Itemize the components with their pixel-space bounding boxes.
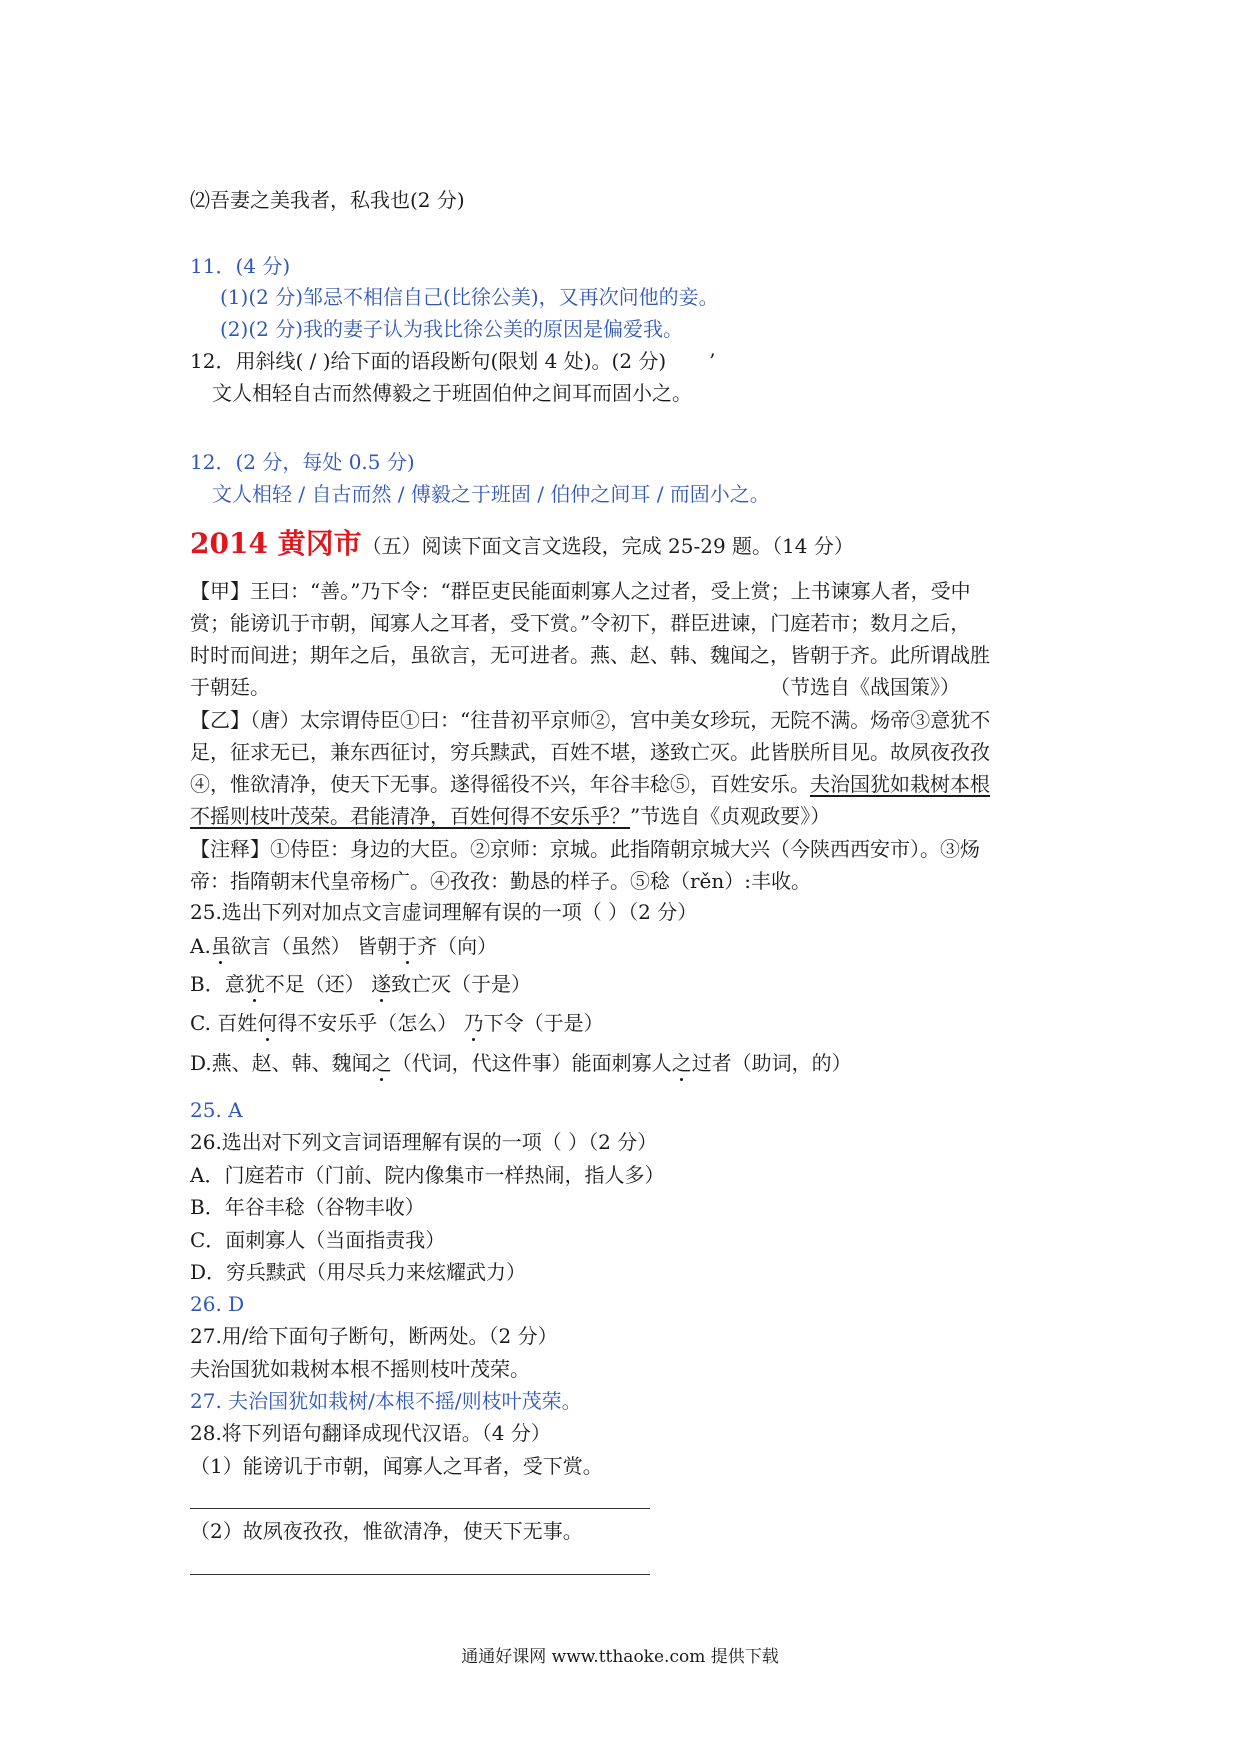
underlined-sentence-part-2: 不摇则枝叶茂荣。君能清净，百姓何得不安乐乎？ (190, 804, 630, 828)
question-25-option-d (190, 1049, 852, 1077)
passage-jia-line-3: 时时而间进；期年之后，虽欲言，无可进者。燕、赵、韩、魏闻之，皆朝于齐。此所谓战胜 (190, 643, 990, 667)
passage-yi-line-3-text: ④，惟欲清净，使天下无事。遂得徭役不兴，年谷丰稔⑤，百姓安乐。 (190, 772, 810, 796)
option-text: 致亡灭（于是） (391, 972, 532, 996)
passage-yi-line-1: 【乙】（唐）太宗谓侍臣①曰：“往昔初平京师②，宫中美女珍玩，无院不满。炀帝③意犹不 (190, 708, 991, 732)
answer-27: 27. 夫治国犹如栽树/本根不摇/则枝叶茂荣。 (190, 1389, 582, 1413)
question-25-option-c (190, 1009, 604, 1037)
section-intro: （五）阅读下面文言文选段，完成 25-29 题。（14 分） (361, 534, 854, 558)
question-25-option-a (190, 932, 497, 960)
question-28-sentence-2: （2）故夙夜孜孜，惟欲清净，使天下无事。 (190, 1519, 583, 1543)
option-text: 不足（还） (264, 972, 372, 996)
passage-jia-source: （节选自《战国策》） (770, 675, 960, 699)
option-text: A. (190, 934, 211, 958)
answer-12-text: 文人相轻 / 自古而然 / 傅毅之于班固 / 伯仲之间耳 / 而固小之。 (212, 482, 770, 506)
question-26-option-d: D．穷兵黩武（用尽兵力来炫耀武力） (190, 1260, 527, 1284)
q10-item-2: ⑵吾妻之美我者，私我也(2 分) (190, 188, 465, 212)
passage-yi-line-3 (190, 770, 990, 798)
question-27-stem: 27.用/给下面句子断句，断两处。（2 分） (190, 1324, 558, 1348)
option-text: 齐（向） (417, 934, 498, 958)
option-text: B．意 (190, 972, 245, 996)
question-12-stem (190, 347, 715, 375)
dotted-char: 于 (397, 934, 418, 958)
option-text: （代词，代这件事）能面刺寡人 (391, 1051, 672, 1075)
option-text: 欲言（虽然） 皆朝 (230, 934, 398, 958)
page-footer: 通通好课网 www.tthaoke.com 提供下载 (461, 1647, 779, 1667)
option-text: C. 百姓 (190, 1011, 258, 1035)
question-12-text: 文人相轻自古而然傅毅之于班固伯仲之间耳而固小之。 (212, 381, 692, 405)
dotted-char: 乃 (463, 1011, 484, 1035)
passage-jia-line-4: 于朝廷。 (190, 675, 270, 699)
option-text: 下令（于是） (483, 1011, 604, 1035)
passage-jia-line-2: 赏；能谤讥于市朝，闻寡人之耳者，受下赏。”令初下，群臣进谏，门庭若市；数月之后， (190, 611, 971, 635)
answer-blank-line-2 (190, 1574, 650, 1575)
answer-26: 26. D (190, 1292, 245, 1316)
dotted-char: 之 (371, 1051, 392, 1075)
question-26-stem: 26.选出对下列文言词语理解有误的一项（ ）（2 分） (190, 1130, 658, 1154)
dotted-char: 犹 (244, 972, 265, 996)
notes-line-1: 【注释】①侍臣：身边的大臣。②京师：京城。此指隋朝京城大兴（今陕西西安市）。③炀 (190, 837, 980, 861)
question-25-stem: 25.选出下列对加点文言虚词理解有误的一项（ ）（2 分） (190, 900, 698, 924)
question-12-stem-text: 12．用斜线( / )给下面的语段断句(限划 4 处)。(2 分) (190, 349, 667, 373)
answer-blank-line-1 (190, 1508, 650, 1509)
section-title: 2014 黄冈市 (190, 527, 362, 560)
answer-25: 25. A (190, 1098, 243, 1122)
answer-11-2: (2)(2 分)我的妻子认为我比徐公美的原因是偏爱我。 (220, 317, 684, 341)
passage-jia-line-1: 【甲】王曰：“善。”乃下令：“群臣吏民能面刺寡人之过者，受上赏；上书谏寡人者，受中 (190, 579, 971, 603)
question-26-option-c: C．面刺寡人（当面指责我） (190, 1228, 446, 1252)
answer-11-head: 11．(4 分) (190, 254, 291, 278)
dotted-char: 何 (257, 1011, 278, 1035)
option-text: 得不安乐乎（怎么） (277, 1011, 464, 1035)
question-26-option-b: B．年谷丰稔（谷物丰收） (190, 1195, 425, 1219)
section-heading (190, 526, 854, 564)
option-text: 过者（助词，的） (691, 1051, 852, 1075)
option-text: D.燕、赵、韩、魏闻 (190, 1051, 372, 1075)
question-27-text: 夫治国犹如栽树本根不摇则枝叶茂荣。 (190, 1357, 530, 1381)
question-28-stem: 28.将下列语句翻译成现代汉语。（4 分） (190, 1421, 551, 1445)
dotted-char: 遂 (371, 972, 392, 996)
notes-line-2: 帝：指隋朝末代皇帝杨广。④孜孜：勤恳的样子。⑤稔（rěn）:丰收。 (190, 869, 812, 893)
answer-11-1: (1)(2 分)邹忌不相信自己(比徐公美)，又再次问他的妾。 (220, 285, 719, 309)
dotted-char: 之 (671, 1051, 692, 1075)
dotted-char: 虽 (210, 934, 231, 958)
stray-mark: ’ (708, 349, 716, 373)
passage-yi-source: ”节选自《贞观政要》） (630, 804, 831, 828)
answer-12-head: 12．(2 分，每处 0.5 分) (190, 450, 415, 474)
question-25-option-b (190, 970, 531, 998)
underlined-sentence-part-1: 夫治国犹如栽树本根 (810, 772, 990, 796)
passage-yi-line-2: 足，征求无已，兼东西征讨，穷兵黩武，百姓不堪，遂致亡灭。此皆朕所目见。故夙夜孜孜 (190, 740, 990, 764)
passage-yi-line-4 (190, 802, 830, 830)
question-26-option-a: A．门庭若市（门前、院内像集市一样热闹，指人多） (190, 1163, 665, 1187)
question-28-sentence-1: （1）能谤讥于市朝，闻寡人之耳者，受下赏。 (190, 1454, 603, 1478)
